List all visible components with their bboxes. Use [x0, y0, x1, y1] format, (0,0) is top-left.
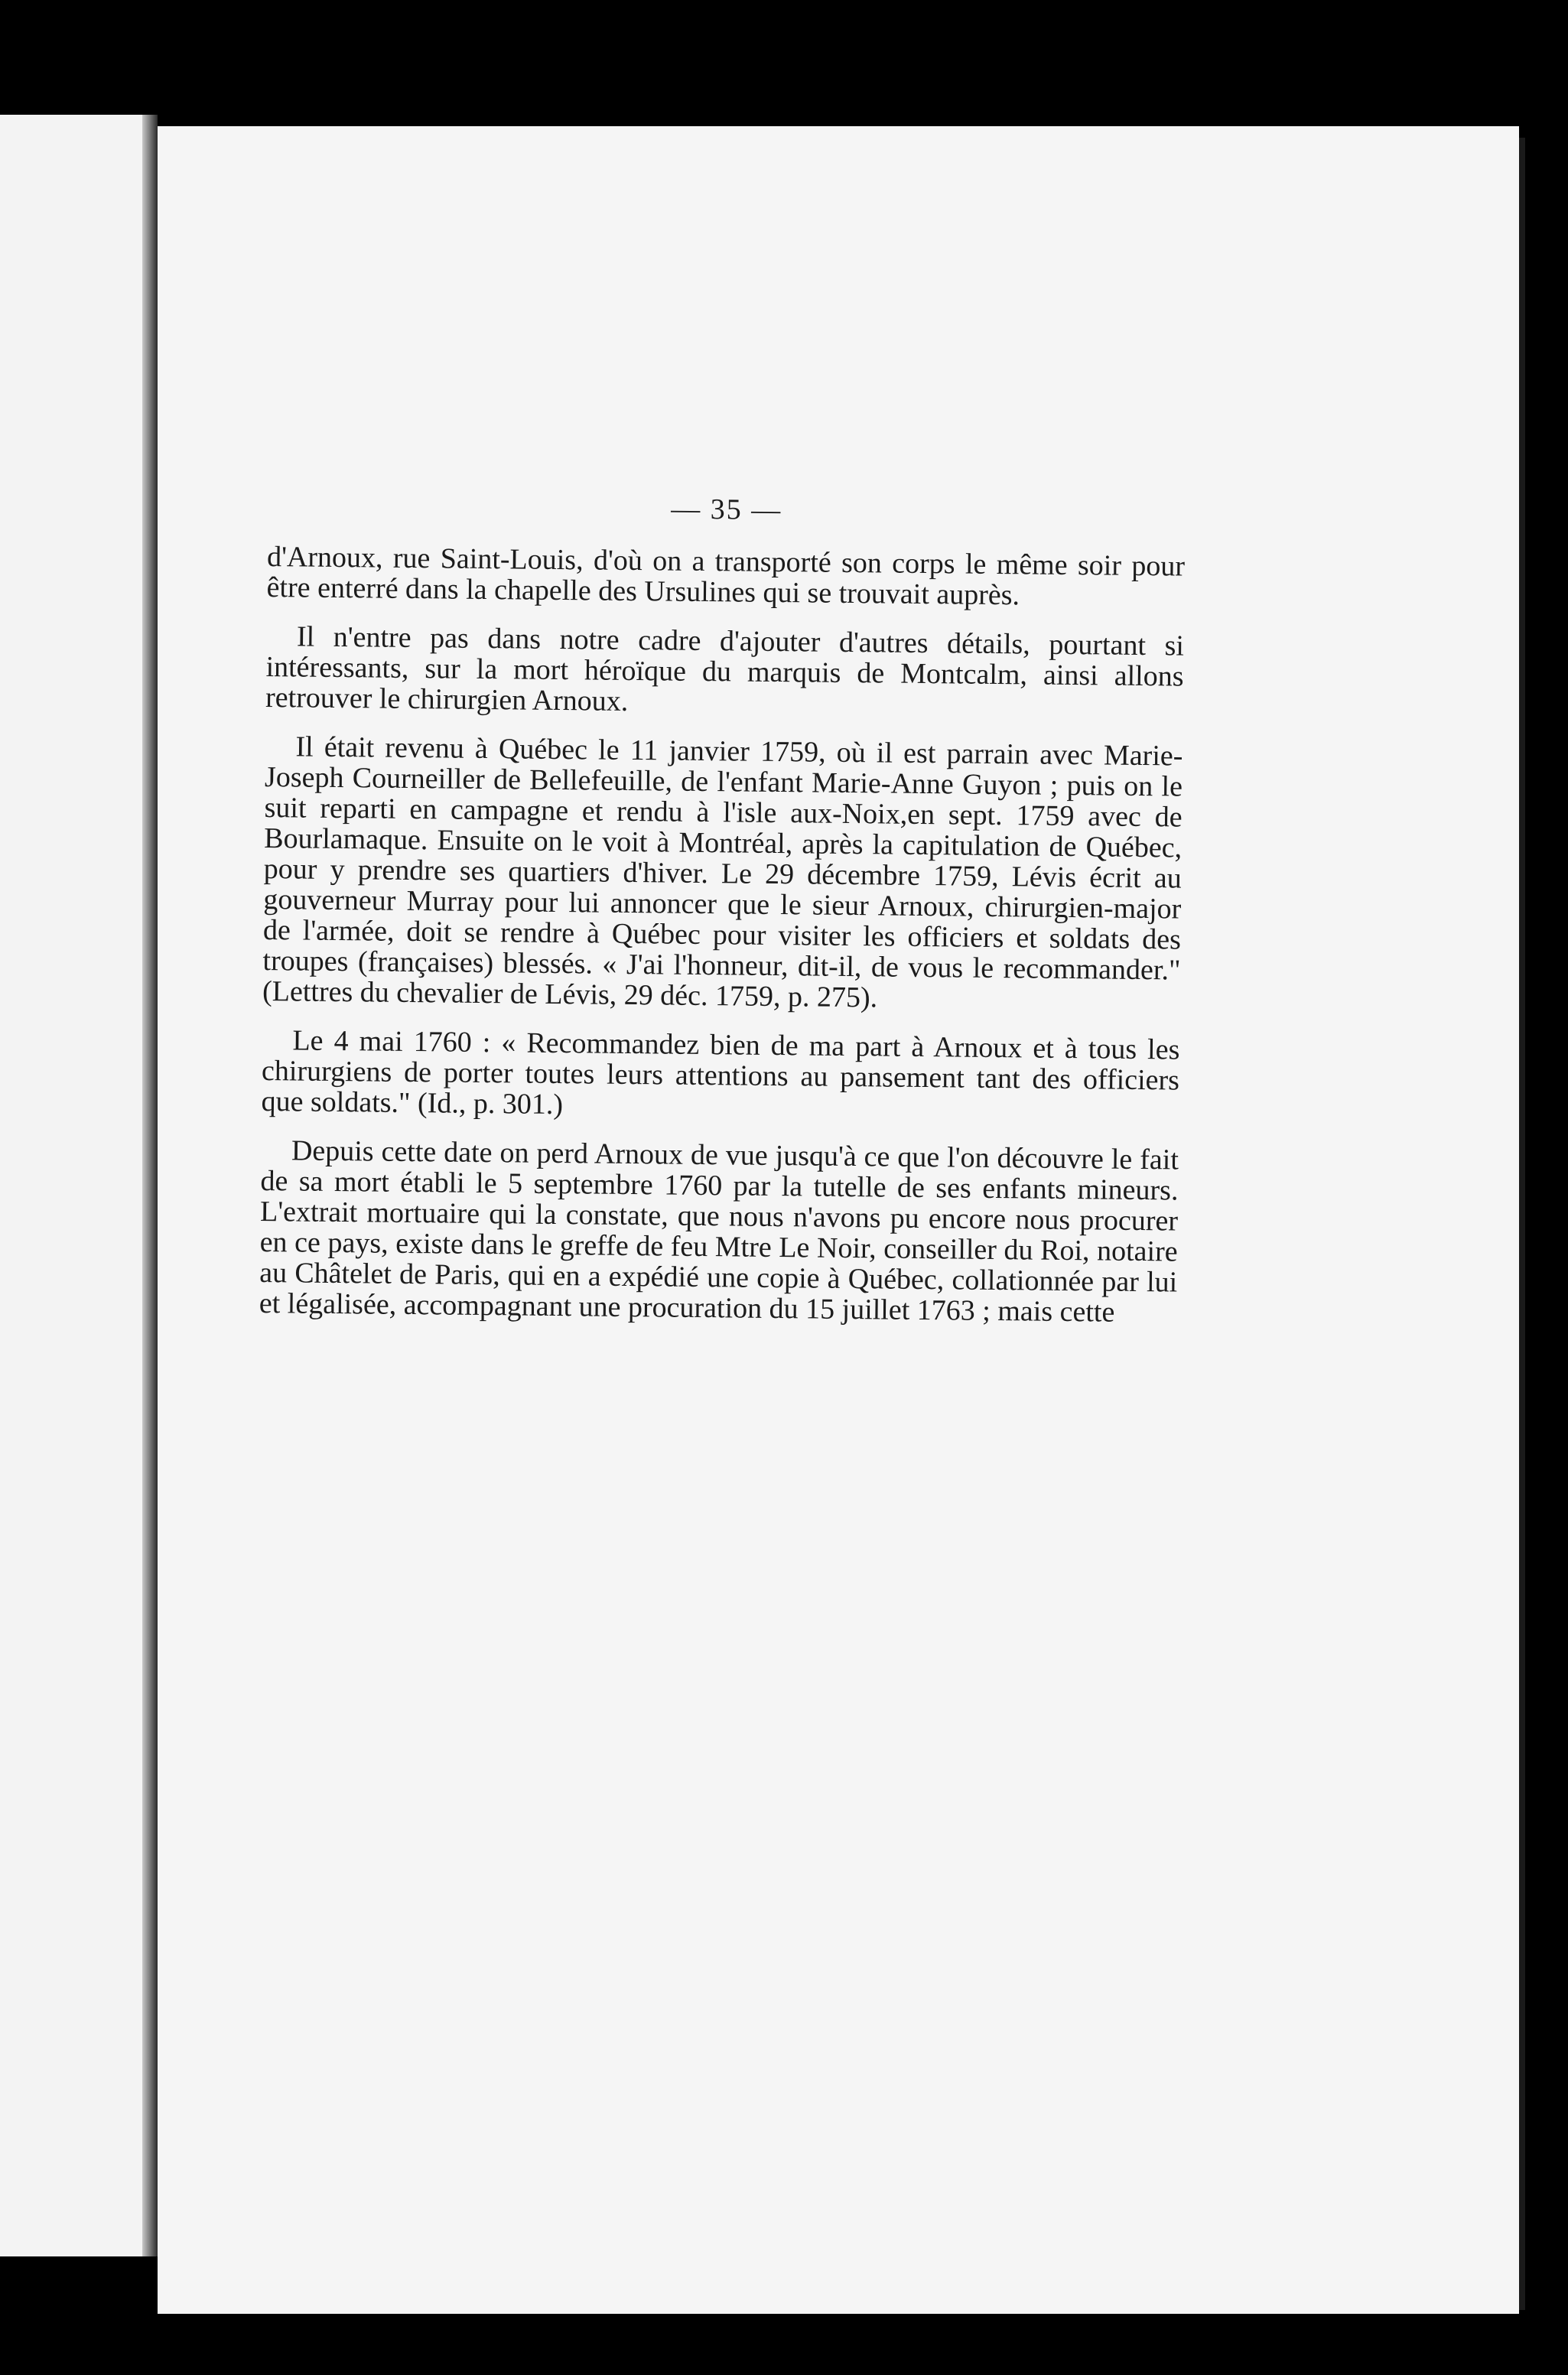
paragraph: Il était revenu à Québec le 11 janvier 1759, où il est parrain avec Marie-Joseph Courneiller de Bellefeuille, de l'enfant Marie-Anne Guyon ; puis on le suit reparti en campagne et rendu à l'isle aux-Noix,en sept. 1759 avec de Bourlamaque. Ensuite on le voit à Montréal, après la capitulation de Québec, pour y prendre ses quartiers d'hiver. Le 29 décembre 1759, Lévis écrit au gouverneur Murray pour lui annoncer que le sieur Arnoux, chirurgien-major de l'armée, doit se rendre à Québec pour visiter les officiers et soldats des troupes (françaises) blessés. « J'ai l'honneur, dit-il, de vous le recommander." (Lettres du chevalier de Lévis, 29 déc. 1759, p. 275). — [262, 730, 1183, 1014]
book-gutter — [142, 115, 158, 2256]
paragraph: Depuis cette date on perd Arnoux de vue jusqu'à ce que l'on découvre le fait de sa mort établi le 5 septembre 1760 par la tutelle de ses enfants mineurs. L'extrait mortuaire qui la constate, que nous n'avons pu encore nous procurer en ce pays, existe dans le greffe de feu Mtre Le Noir, conseiller du Roi, notaire au Châtelet de Paris, qui en a expédié une copie à Québec, collationnée par lui et légalisée, accompagnant une procuration du 15 juillet 1763 ; mais cette — [259, 1134, 1179, 1329]
page-number: — 35 — — [671, 493, 782, 527]
paragraph: d'Arnoux, rue Saint-Louis, d'où on a transporté son corps le même soir pour être enterré dans la chapelle des Ursulines qui se trouvait auprès. — [266, 540, 1186, 612]
page-text — [259, 490, 1186, 1347]
facing-page-fragment — [0, 115, 151, 2256]
paragraph: Le 4 mai 1760 : « Recommandez bien de ma part à Arnoux et à tous les chirurgiens de porter toutes leurs attentions au pansement tant des officiers que soldats." (Id., p. 301.) — [261, 1024, 1180, 1121]
page-edge — [1519, 138, 1525, 2310]
paragraph: Il n'entre pas dans notre cadre d'ajouter d'autres détails, pourtant si intéressants, sur la mort héroïque du marquis de Montcalm, ainsi allons retrouver le chirurgien Arnoux. — [265, 620, 1185, 717]
